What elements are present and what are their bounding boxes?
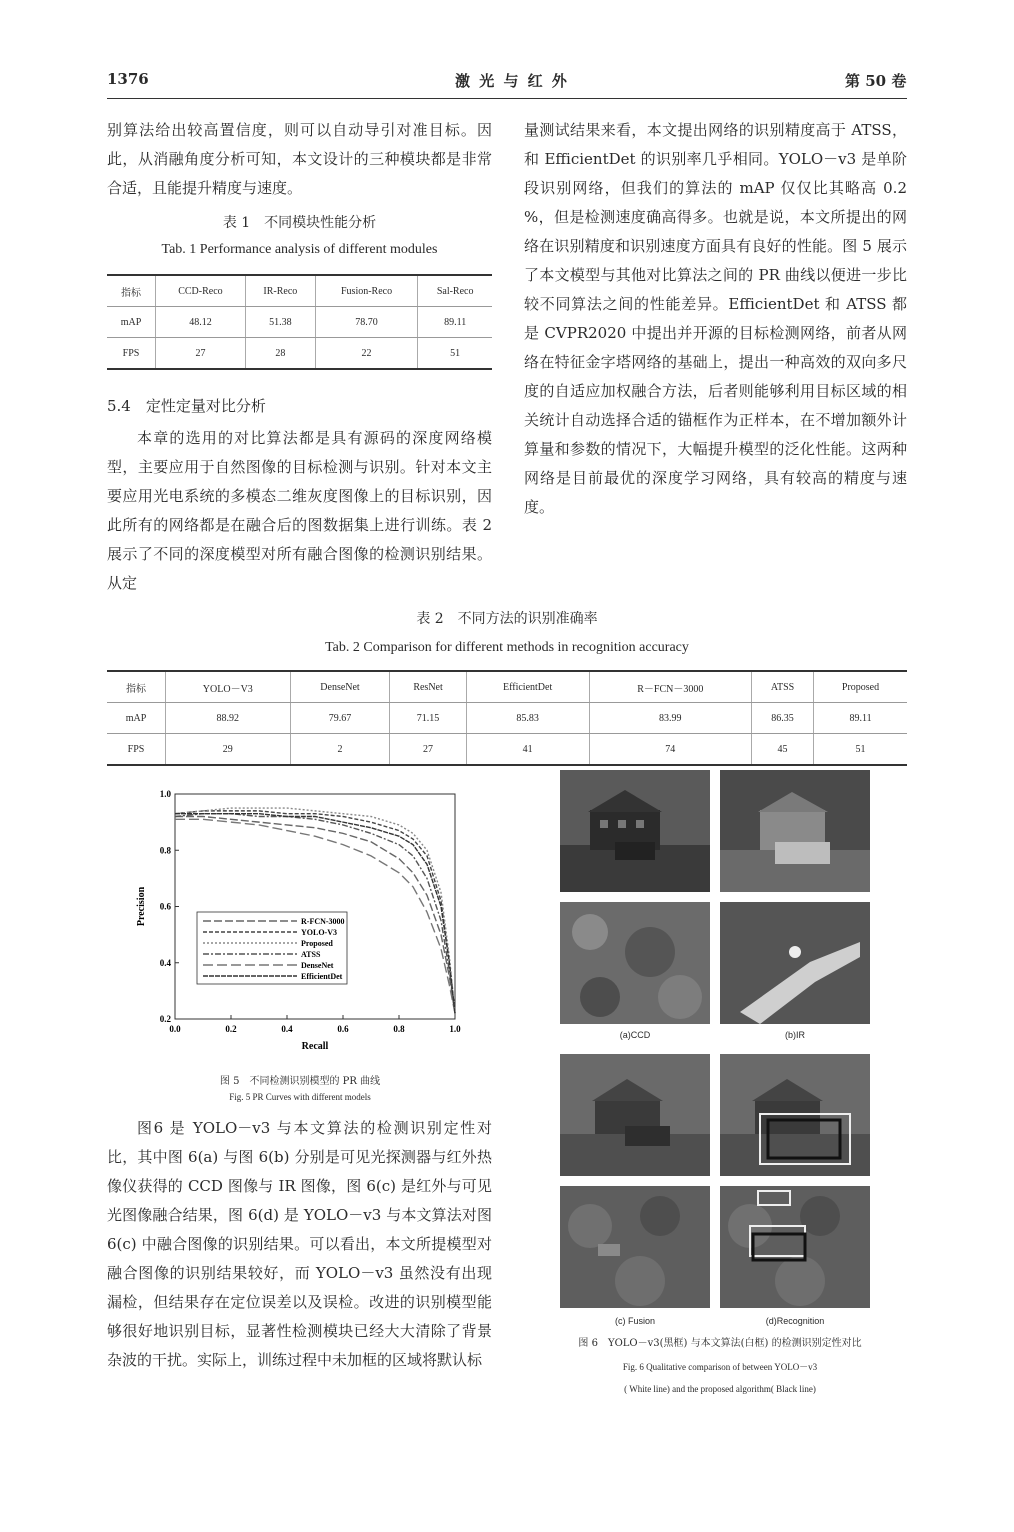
table-cell: 指标 [107, 671, 166, 703]
chart-legend [197, 912, 347, 984]
fusion-image-field [560, 1186, 710, 1308]
table-row [107, 307, 492, 338]
table-cell: 51 [814, 734, 907, 766]
figure6-caption-en-2: ( White line) and the proposed algorithm( Black line) [624, 1384, 816, 1394]
table-cell: 86.35 [752, 703, 814, 734]
table-cell: ResNet [390, 671, 466, 703]
left-paragraph-3: 图6 是 YOLO－v3 与本文算法的检测识别定性对比，其中图 6(a) 与图 6(b) 分别是可见光探测器与红外热像仪获得的 CCD 图像与 IR 图像，图 6(c) 是红外与可见光图像融合结果，图 6(d) 是 YOLO－v3 与本文算法对图 6(c) 中融合图像的识别结果。可以看出，本文所提模型对融合图像的识别结果较好，而 YOLO－v3 虽然没有出现漏检，但结果存在定位误差以及误检。改进的识别模型能够很好地识别目标，显著性检测模块已经大大清除了背景杂波的干扰。实际上，训练过程中未加框的区域将默认标 [107, 1119, 492, 1369]
x-axis-label: Recall [301, 1041, 329, 1052]
table1-caption-en: Tab. 1 Performance analysis of different modules [161, 242, 438, 257]
volume-label: 第 50 卷 [845, 72, 907, 90]
label-recognition: (d)Recognition [765, 1316, 825, 1326]
figure5-caption-en: Fig. 5 PR Curves with different models [229, 1092, 371, 1102]
x-tick-label: 0.4 [281, 1024, 293, 1034]
label-ccd: (a)CCD [619, 1030, 651, 1040]
right-paragraph-1: 量测试结果来看，本文提出网络的识别精度高于 ATSS，和 EfficientDet 的识别率几乎相同。YOLO－v3 是单阶段识别网络，但我们的算法的 mAP 仅仅比其略高 0.2 %，但是检测速度确高得多。也就是说，本文所提出的网络在识别精度和识别速度方面具有良好的性能。图 5 展示了本文模型与其他对比算法之间的 PR 曲线以便进一步比较不同算法之间的性能差异。EfficientDet 和 ATSS 都是 CVPR2020 中提出并开源的目标检测网络，前者从网络在特征金字塔网络的基础上，提出一种高效的双向多尺度的自适应加权融合方法，后者则能够利用目标区域的相关统计自动选择合适的锚框作为正样本，在不增加额外计算量和参数的情况下，大幅提升模型的泛化性能。这两种网络是目前最优的深度学习网络，具有较高的精度与速度。 [524, 121, 907, 516]
page-number: 1376 [107, 70, 149, 88]
table-cell: 48.12 [156, 307, 246, 338]
left-paragraph-2: 本章的选用的对比算法都是具有源码的深度网络模型，主要应用于自然图像的目标检测与识别。针对本文主要应用光电系统的多模态二维灰度图像上的目标识别，因此所有的网络都是在融合后的图数据集上进行训练。表 2 展示了不同的深度模型对所有融合图像的检测识别结果。从定 [107, 429, 492, 592]
table-row [107, 703, 907, 734]
table-cell: 85.83 [466, 703, 589, 734]
table-cell: 79.67 [290, 703, 390, 734]
table-cell: 45 [752, 734, 814, 766]
table-cell: 78.70 [315, 307, 418, 338]
table-cell: mAP [107, 703, 166, 734]
table-cell: 41 [466, 734, 589, 766]
table-cell: 89.11 [814, 703, 907, 734]
table-cell: 88.92 [166, 703, 291, 734]
figure5-caption-cn: 图 5 不同检测识别模型的 PR 曲线 [219, 1076, 381, 1087]
table-cell: 89.11 [418, 307, 492, 338]
table-cell: FPS [107, 338, 156, 370]
y-tick-label: 0.8 [159, 845, 171, 856]
table-row [107, 734, 907, 766]
y-tick-label: 0.4 [159, 957, 171, 968]
table-cell: 28 [245, 338, 315, 370]
recognition-image-field [720, 1186, 870, 1308]
label-ir: (b)IR [785, 1030, 805, 1040]
fusion-image-house [560, 1054, 710, 1176]
table-cell: Sal-Reco [418, 275, 492, 307]
x-tick-label: 1.0 [449, 1024, 461, 1034]
table-row [107, 275, 492, 307]
label-fusion: (c) Fusion [614, 1316, 655, 1326]
header-rule [107, 98, 907, 99]
x-tick-label: 0.8 [393, 1024, 405, 1034]
legend-entry: Proposed [301, 939, 333, 948]
y-tick-label: 0.6 [159, 901, 171, 912]
table-cell: R－FCN－3000 [589, 671, 752, 703]
table2 [107, 670, 907, 766]
figure6-caption-en-1: Fig. 6 Qualitative comparison of between YOLO－v3 [622, 1362, 818, 1372]
table-cell: 29 [166, 734, 291, 766]
left-paragraph-1: 别算法给出较高置信度，则可以自动导引对准目标。因此，从消融角度分析可知，本文设计的三种模块都是非常合适，且能提升精度与速度。 [107, 121, 492, 197]
y-axis-label: Precision [136, 886, 147, 927]
table-cell: 22 [315, 338, 418, 370]
table-cell: ATSS [752, 671, 814, 703]
legend-entry: R-FCN-3000 [301, 917, 345, 926]
table-row [107, 671, 907, 703]
ccd-image [560, 770, 710, 892]
table-cell: Proposed [814, 671, 907, 703]
table-cell: Fusion-Reco [315, 275, 418, 307]
table-cell: 74 [589, 734, 752, 766]
legend-entry: DenseNet [301, 961, 334, 970]
table-cell: DenseNet [290, 671, 390, 703]
table1-caption-cn: 表 1 不同模块性能分析 [222, 215, 377, 231]
table1 [107, 274, 492, 370]
table-cell: 27 [156, 338, 246, 370]
y-tick-label: 0.2 [159, 1014, 171, 1024]
legend-entry: EfficientDet [301, 972, 343, 981]
ir-image [720, 770, 870, 892]
table-cell: 51.38 [245, 307, 315, 338]
table-cell: FPS [107, 734, 166, 766]
x-tick-label: 0.2 [225, 1024, 237, 1034]
table-cell: EfficientDet [466, 671, 589, 703]
x-tick-label: 0.6 [337, 1024, 349, 1034]
journal-title: 激 光 与 红 外 [455, 72, 569, 90]
y-tick-label: 1.0 [159, 789, 171, 799]
table2-caption-en: Tab. 2 Comparison for different methods in recognition accuracy [325, 640, 689, 655]
table-cell: mAP [107, 307, 156, 338]
section-title: 5.4 定性定量对比分析 [107, 397, 266, 415]
table-cell: CCD-Reco [156, 275, 246, 307]
table-cell: YOLO－V3 [166, 671, 291, 703]
table-cell: 83.99 [589, 703, 752, 734]
plot-frame [175, 794, 455, 1019]
table-cell: 27 [390, 734, 466, 766]
table-cell: 71.15 [390, 703, 466, 734]
pr-curve-chart [130, 782, 470, 1067]
table-row [107, 338, 492, 370]
table2-caption-cn: 表 2 不同方法的识别准确率 [416, 611, 598, 627]
x-tick-label: 0.0 [169, 1024, 181, 1034]
table-cell: IR-Reco [245, 275, 315, 307]
legend-entry: ATSS [301, 950, 321, 959]
figure6-caption-cn: 图 6 YOLO－v3(黑框) 与本文算法(白框) 的检测识别定性对比 [578, 1338, 862, 1349]
table-cell: 指标 [107, 275, 156, 307]
ir-image-b [720, 902, 870, 1024]
recognition-image-house [720, 1054, 870, 1176]
table-cell: 2 [290, 734, 390, 766]
legend-entry: YOLO-V3 [301, 928, 337, 937]
table-cell: 51 [418, 338, 492, 370]
fusion-image-a [560, 902, 710, 1024]
